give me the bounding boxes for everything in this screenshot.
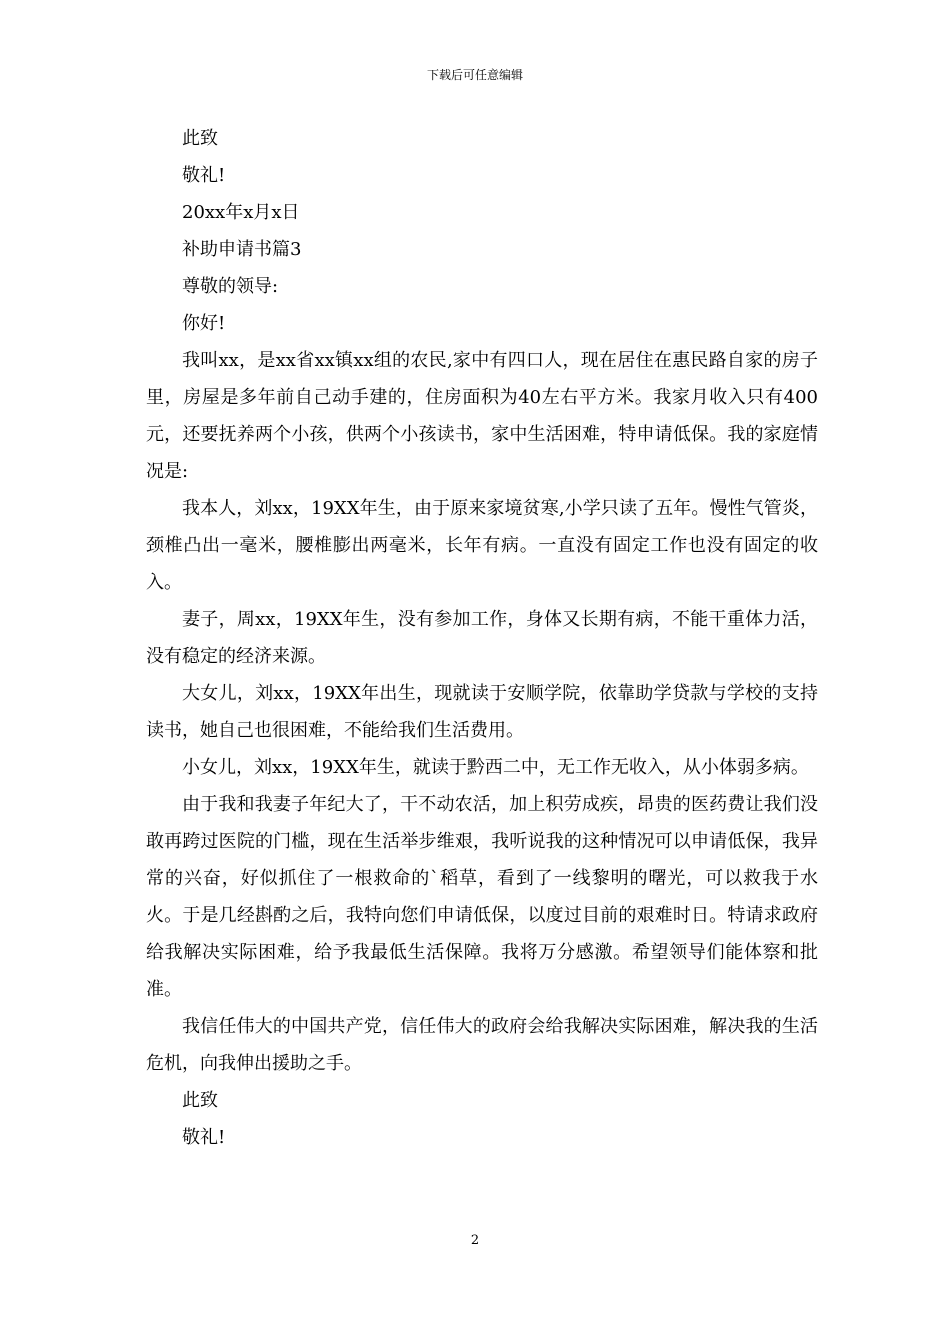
paragraph-self: 我本人，刘xx，19XX年生，由于原来家境贫寒,小学只读了五年。慢性气管炎，颈椎凸出一毫米，腰椎膨出两毫米，长年有病。一直没有固定工作也没有固定的收入。 bbox=[146, 498, 818, 593]
salutation-regards-line: 敬礼! bbox=[182, 165, 226, 186]
date-line: 20xx年x月x日 bbox=[182, 202, 300, 223]
paragraph-wife: 妻子，周xx，19XX年生，没有参加工作，身体又长期有病，不能干重体力活，没有稳定的经济来源。 bbox=[146, 609, 818, 667]
closing-line: 此致 bbox=[182, 1090, 218, 1111]
closing-regards-line: 敬礼! bbox=[182, 1127, 226, 1148]
section-title: 补助申请书篇3 bbox=[182, 239, 302, 260]
greeting-line: 你好! bbox=[182, 313, 226, 334]
page-number: 2 bbox=[470, 1233, 480, 1248]
paragraph-intro: 我叫xx，是xx省xx镇xx组的农民,家中有四口人，现在居住在惠民路自家的房子里，房屋是多年前自己动手建的，住房面积为40左右平方米。我家月收入只有400元，还要抚养两个小孩，供两个小孩读书，家中生活困难，特申请低保。我的家庭情况是: bbox=[146, 350, 818, 482]
paragraph-request: 由于我和我妻子年纪大了，干不动农活，加上积劳成疾，昂贵的医药费让我们没敢再跨过医院的门槛，现在生活举步维艰，我听说我的这种情况可以申请低保，我异常的兴奋，好似抓住了一根救命的`稻草，看到了一线黎明的曙光，可以救我于水火。于是几经斟酌之后，我特向您们申请低保，以度过目前的艰难时日。特请求政府给我解决实际困难，给予我最低生活保障。我将万分感激。希望领导们能体察和批准。 bbox=[146, 794, 818, 1000]
paragraph-younger-daughter: 小女儿，刘xx，19XX年生，就读于黔西二中，无工作无收入，从小体弱多病。 bbox=[182, 757, 809, 778]
paragraph-trust: 我信任伟大的中国共产党，信任伟大的政府会给我解决实际困难，解决我的生活危机，向我伸出援助之手。 bbox=[146, 1016, 818, 1074]
paragraph-elder-daughter: 大女儿，刘xx，19XX年出生，现就读于安顺学院，依靠助学贷款与学校的支持读书，她自己也很困难，不能给我们生活费用。 bbox=[146, 683, 818, 741]
salutation-closing-line: 此致 bbox=[182, 128, 218, 149]
document-body bbox=[146, 120, 818, 1156]
page-header: 下载后可任意编辑 bbox=[426, 68, 523, 82]
recipient-line: 尊敬的领导: bbox=[182, 276, 279, 297]
